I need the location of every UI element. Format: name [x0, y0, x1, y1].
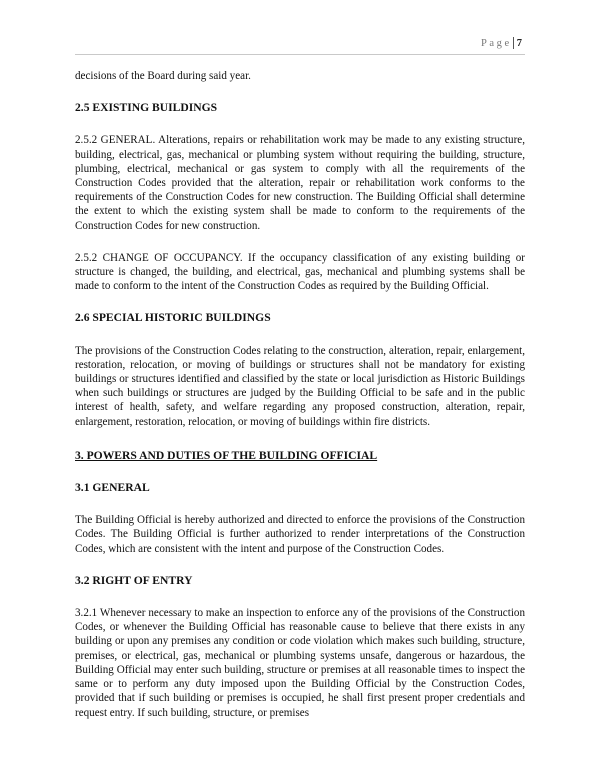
document-body [75, 69, 525, 720]
header-divider [513, 37, 514, 49]
page-label: Page [480, 37, 512, 49]
page-number: 7 [516, 37, 522, 49]
paragraph-3-1: The Building Official is hereby authorized and directed to enforce the provisions of the Construction Codes. The Building Official is further authorized to render interpretations of the Construction Codes, which are consistent with the intent and purpose of the Construction Codes. [75, 514, 525, 555]
section-heading-2-6: 2.6 SPECIAL HISTORIC BUILDINGS [75, 311, 271, 325]
paragraph-3-2-1: 3.2.1 Whenever necessary to make an inspection to enforce any of the provisions of the Construction Codes, or whenever the Building Official has reasonable cause to believe that there exists in any building or upon any premises any condition or code violation which makes such building, structure, premises, or electrical, gas, mechanical or plumbing systems unsafe, dangerous or hazardous, the Building Official may enter such building, structure or premises at all reasonable times to inspect the same or to perform any duty imposed upon the Building Official by the Construction Codes, provided that if such building or premises is occupied, he shall first present proper credentials and request entry. If such building, structure, or premises [75, 607, 525, 719]
header-rule [75, 54, 525, 55]
continuation-text: decisions of the Board during said year. [75, 70, 251, 82]
section-heading-3-2: 3.2 RIGHT OF ENTRY [75, 573, 193, 587]
paragraph-2-5-change-of-occupancy: 2.5.2 CHANGE OF OCCUPANCY. If the occupancy classification of any existing building or structure is changed, the building, and electrical, gas, mechanical and plumbing systems shall be made to conform to the intent of the Construction Codes as required by the Building Official. [75, 251, 525, 293]
page-header [481, 34, 522, 52]
section-heading-2-5: 2.5 EXISTING BUILDINGS [75, 101, 218, 115]
paragraph-2-6: The provisions of the Construction Codes relating to the construction, alteration, repair, enlargement, restoration, relocation, or moving of buildings or structures shall not be mandatory for existing buildings or structures identified and classified by the state or local jurisdiction as Historic Buildings when such buildings or structures are judged by the Building Official to be safe and in the public interest of health, safety, and welfare regarding any proposed construction, alteration, repair, enlargement, restoration, relocation, or moving of buildings within fire districts. [75, 344, 525, 428]
section-heading-3-1: 3.1 GENERAL [75, 481, 150, 495]
paragraph-2-5-general: 2.5.2 GENERAL. Alterations, repairs or rehabilitation work may be made to any existing structure, building, electrical, gas, mechanical or plumbing system without requiring the building, structure, plumbing, electrical, mechanical or gas system to comply with all the requirements of the Construction Codes provided that the alteration, repair or rehabilitation work conforms to the requirements of the Construction Codes for new construction. The Building Official shall determine the extent to which the existing system shall be made to conform to the requirements of the Construction Codes for new construction. [75, 134, 525, 232]
section-heading-3: 3. POWERS AND DUTIES OF THE BUILDING OFFICIAL [75, 448, 378, 462]
